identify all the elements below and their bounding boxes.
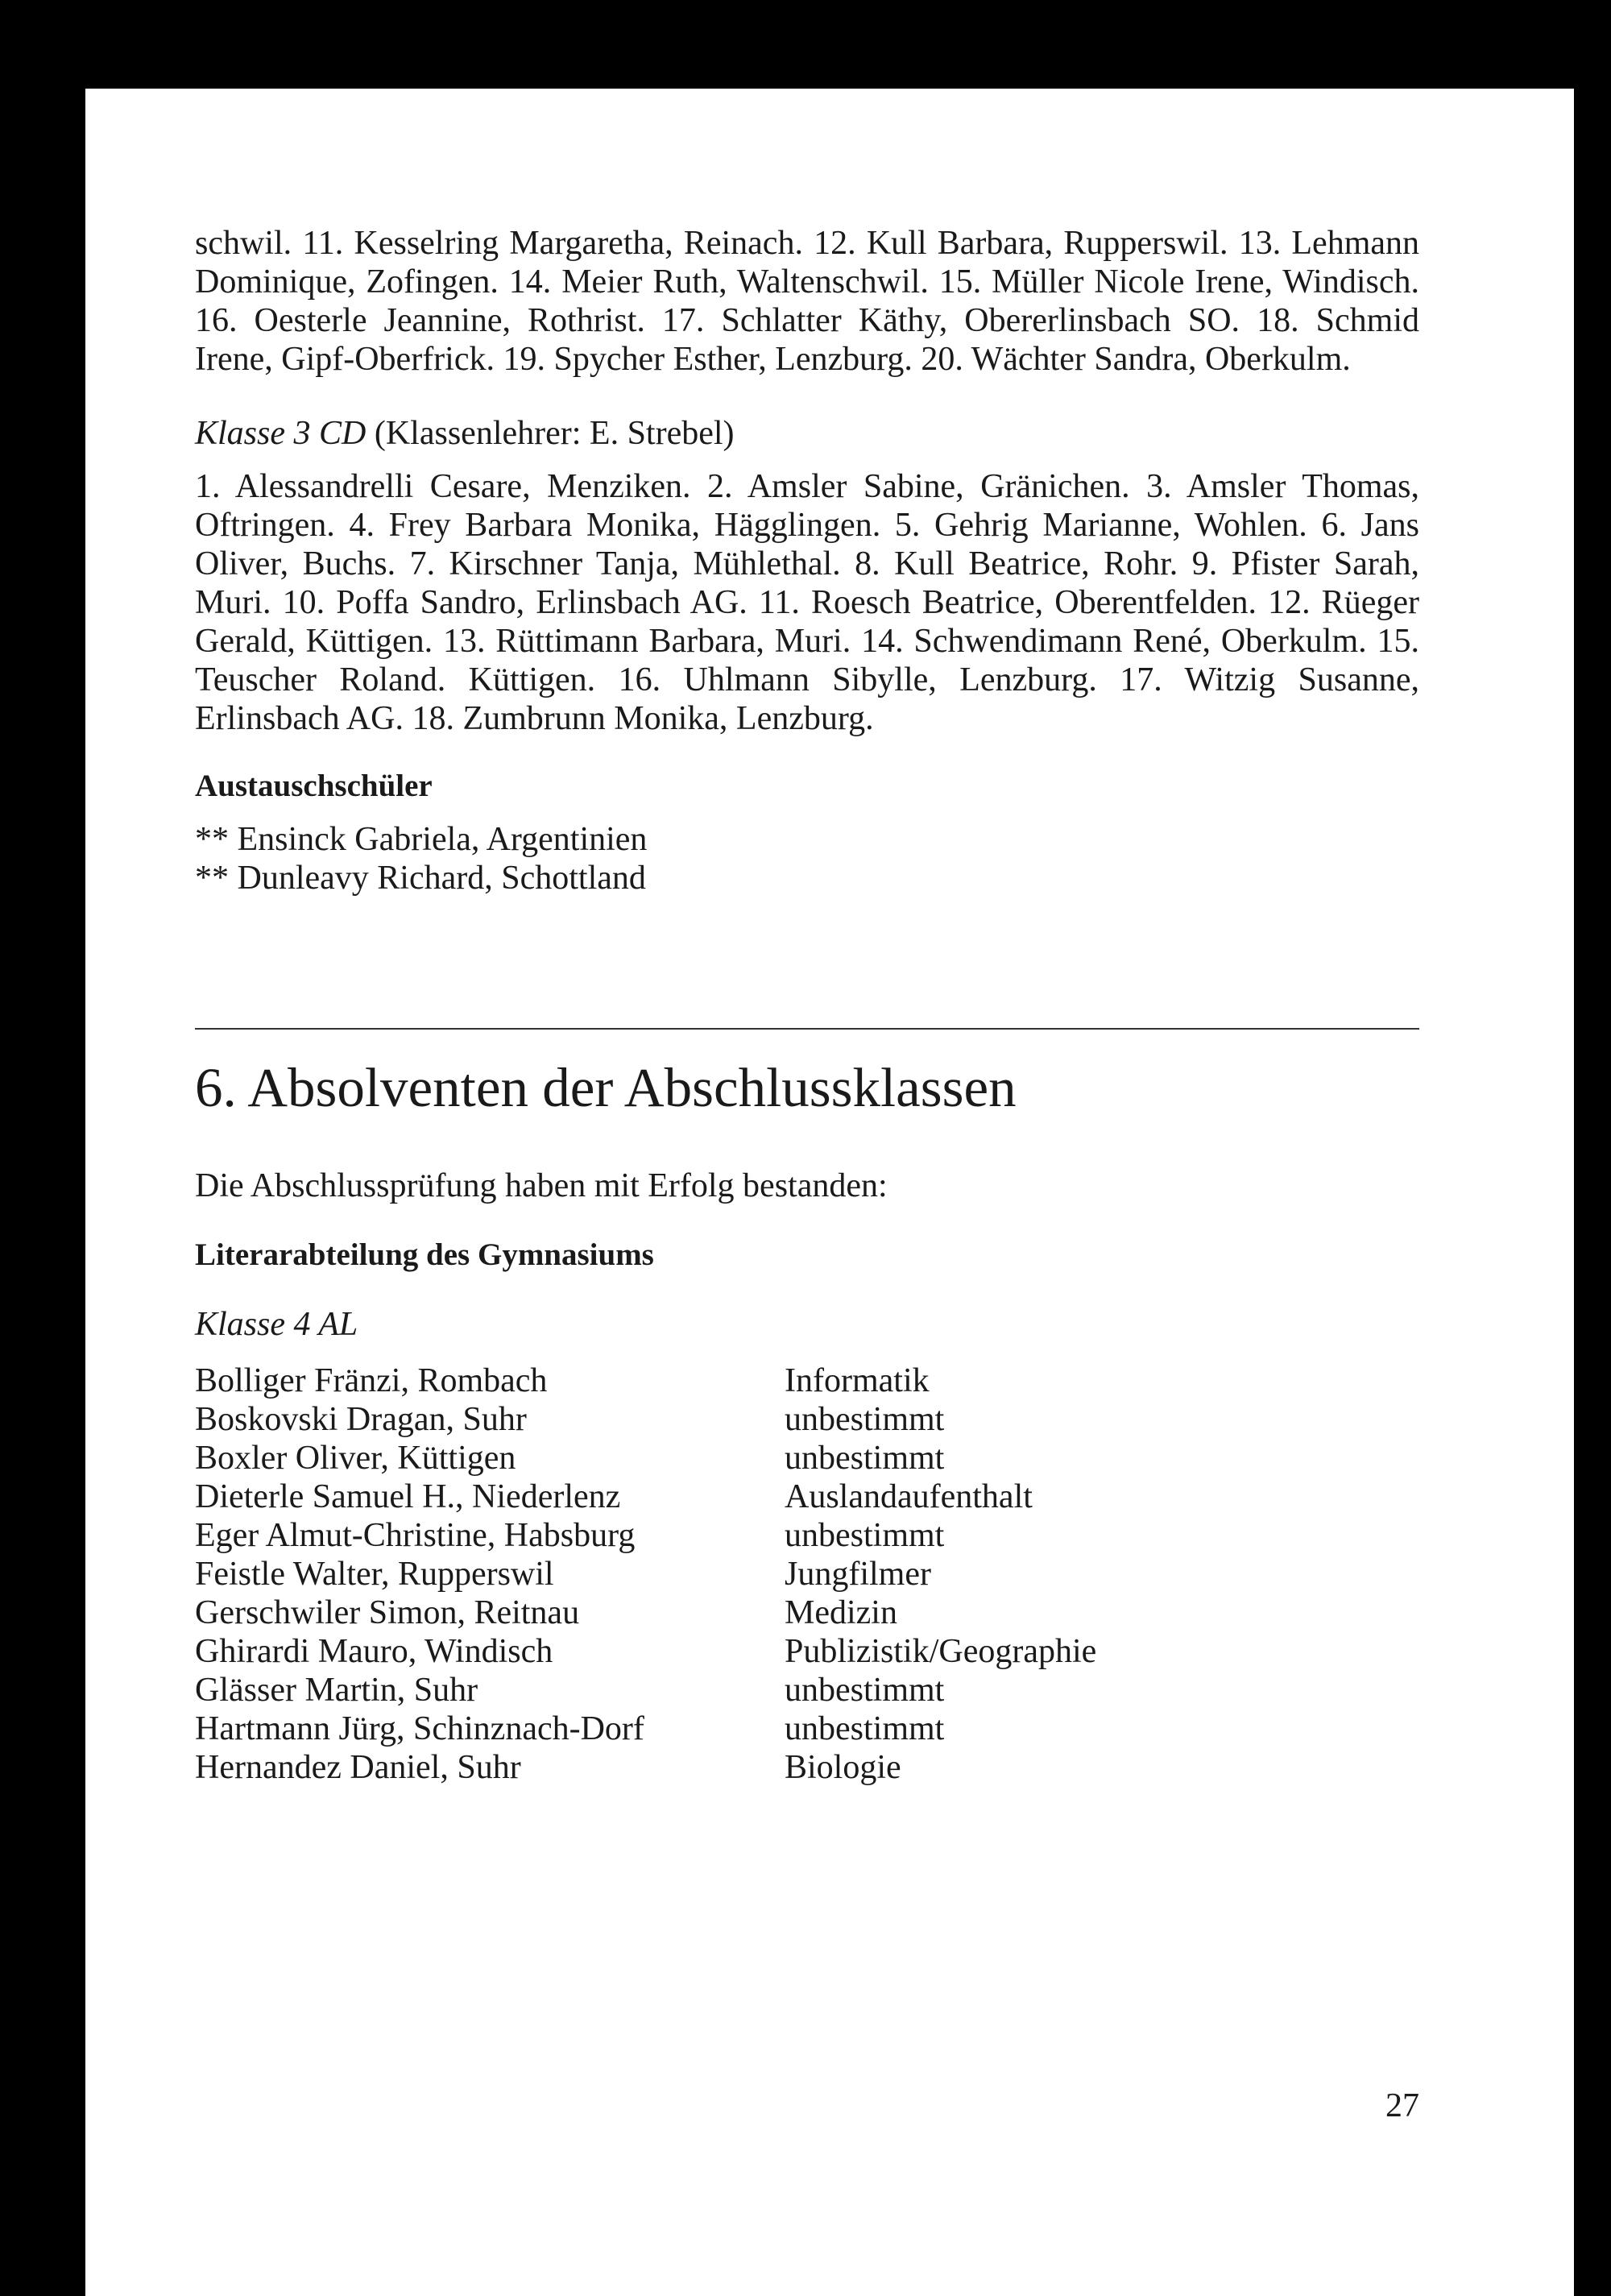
class-3cd-student-list: 1. Alessandrelli Cesare, Menziken. 2. Amsler Sabine, Gränichen. 3. Amsler Thomas, Oftringen. 4. Frey Barbara Monika, Hägglingen. 5. Gehrig Marianne, Wohlen. 6. Jans Oliver, Buchs. 7. Kirschner Tanja, Mühlethal. 8. Kull Beatrice, Rohr. 9. Pfister Sarah, Muri. 10. Poffa Sandro, Erlinsbach AG. 11. Roesch Beatrice, Oberentfelden. 12. Rüeger Gerald, Küttigen. 13. Rüttimann Barbara, Muri. 14. Schwendimann René, Oberkulm. 15. Teuscher Roland. Küttigen. 16. Uhlmann Sibylle, Lenzburg. 17. Witzig Susanne, Erlinsbach AG. 18. Zumbrunn Monika, Lenzburg. [195,468,1419,737]
graduate-name: Glässer Martin, Suhr [195,1672,478,1709]
graduate-plan: Publizistik/Geographie [785,1633,1097,1670]
table-row [195,1710,1096,1748]
section-divider [195,1028,1419,1030]
continued-student-list: schwil. 11. Kesselring Margaretha, Reinach. 12. Kull Barbara, Rupperswil. 13. Lehmann Dominique, Zofingen. 14. Meier Ruth, Waltenschwil. 15. Müller Nicole Irene, Windisch. 16. Oesterle Jeannine, Rothrist. 17. Schlatter Käthy, Obererlinsbach SO. 18. Schmid Irene, Gipf-Oberfrick. 19. Spycher Esther, Lenzburg. 20. Wächter Sandra, Oberkulm. [195,225,1419,378]
graduate-name: Eger Almut-Christine, Habsburg [195,1517,636,1554]
table-row [195,1439,1096,1477]
graduate-name: Dieterle Samuel H., Niederlenz [195,1478,621,1515]
section-intro: Die Abschlussprüfung haben mit Erfolg bestanden: [195,1167,888,1204]
table-row [195,1671,1096,1710]
graduate-plan: Auslandaufenthalt [785,1478,1033,1515]
table-row [195,1632,1096,1671]
graduate-plan: unbestimmt [785,1710,945,1747]
graduate-name: Ghirardi Mauro, Windisch [195,1633,553,1670]
graduate-plan: Informatik [785,1362,930,1399]
graduate-name: Feistle Walter, Rupperswil [195,1556,554,1593]
graduate-plan: unbestimmt [785,1517,945,1554]
graduate-name: Bolliger Fränzi, Rombach [195,1362,548,1399]
document-page [85,89,1574,2296]
class-3cd-heading [195,414,1419,453]
graduate-name: Gerschwiler Simon, Reitnau [195,1594,580,1631]
table-row [195,1400,1096,1439]
page-number: 27 [1385,2087,1419,2124]
table-row [195,1594,1096,1632]
exchange-student: ** Dunleavy Richard, Schottland [195,860,646,897]
exchange-heading: Austauschschüler [195,769,433,803]
graduate-name: Boskovski Dragan, Suhr [195,1401,527,1438]
graduate-plan: unbestimmt [785,1401,945,1438]
table-row [195,1516,1096,1555]
page-content [195,224,1419,1787]
class-4al-label: Klasse 4 AL [195,1306,358,1343]
table-row [195,1748,1096,1787]
graduate-plan: Jungfilmer [785,1556,931,1593]
table-row [195,1477,1096,1516]
exchange-student: ** Ensinck Gabriela, Argentinien [195,821,648,858]
graduate-name: Hartmann Jürg, Schinznach-Dorf [195,1710,644,1747]
table-row [195,1555,1096,1594]
graduate-plan: unbestimmt [785,1440,945,1477]
graduates-table [195,1361,1096,1787]
graduate-plan: Biologie [785,1749,901,1786]
graduate-name: Boxler Oliver, Küttigen [195,1440,516,1477]
department-heading: Literarabteilung des Gymnasiums [195,1237,654,1272]
graduate-plan: Medizin [785,1594,897,1631]
class-3cd-label: Klasse 3 CD [195,415,367,452]
class-4al-heading [195,1305,1419,1344]
class-3cd-teacher: (Klassenlehrer: E. Strebel) [374,415,735,452]
section-title: 6. Absolventen der Abschlussklassen [195,1057,1017,1118]
graduate-plan: unbestimmt [785,1672,945,1709]
graduate-name: Hernandez Daniel, Suhr [195,1749,521,1786]
table-row [195,1361,1096,1400]
exchange-list [195,820,1419,897]
